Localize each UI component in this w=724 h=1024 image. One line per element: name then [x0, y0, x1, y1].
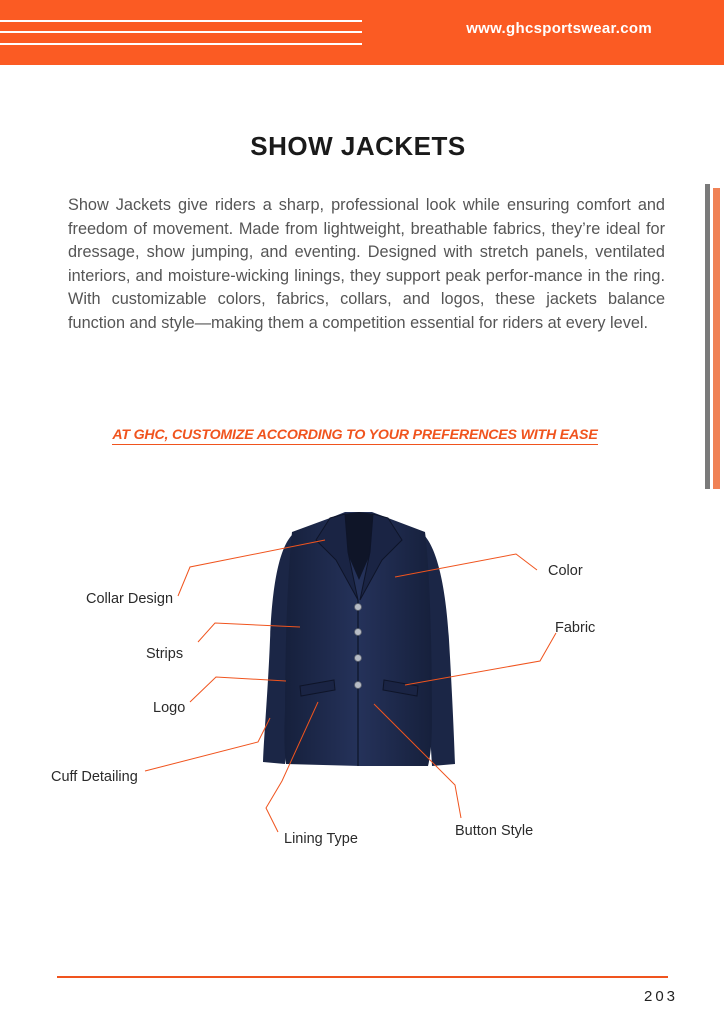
- jacket-diagram: [0, 490, 724, 870]
- button: [355, 604, 362, 611]
- callout-cuff-detailing: Cuff Detailing: [51, 769, 138, 785]
- callout-button-style: Button Style: [455, 823, 534, 839]
- button: [355, 682, 362, 689]
- header-stripe: [0, 31, 362, 33]
- tagline-text: AT GHC, CUSTOMIZE ACCORDING TO YOUR PREFERENCES WITH EASE: [112, 427, 598, 443]
- header-stripe: [0, 43, 362, 45]
- tagline: [0, 426, 710, 445]
- callout-fabric: Fabric: [555, 620, 596, 636]
- callout-lining-type: Lining Type: [284, 831, 358, 847]
- footer-rule: [57, 976, 668, 978]
- callout-collar-design: Collar Design: [86, 591, 174, 607]
- cuff-detailing-line: [145, 718, 270, 771]
- jacket-illustration: [0, 490, 724, 870]
- website-link[interactable]: www.ghcsportswear.com: [466, 20, 652, 37]
- page-number: 203: [644, 988, 679, 1005]
- button: [355, 655, 362, 662]
- button: [355, 629, 362, 636]
- page-title: SHOW JACKETS: [250, 131, 466, 161]
- header-bar: [0, 0, 724, 65]
- callout-color: Color: [548, 563, 583, 579]
- header-stripe: [0, 20, 362, 22]
- side-accent-orange: [713, 188, 720, 489]
- callout-strips: Strips: [146, 646, 184, 662]
- intro-paragraph: Show Jackets give riders a sharp, professional look while ensuring comfort and freedom of movement. Made from lightweight, breathable fabrics, they’re ideal for dressage, show jumping, and eventing. Designed with stretch panels, ventilated interiors, and moisture-wicking linings, they support peak perfor-mance in the ring. With customizable colors, fabrics, collars, and logos, these jackets balance function and style—making them a competition essential for riders at every level.: [68, 196, 665, 332]
- callout-logo: Logo: [153, 700, 186, 716]
